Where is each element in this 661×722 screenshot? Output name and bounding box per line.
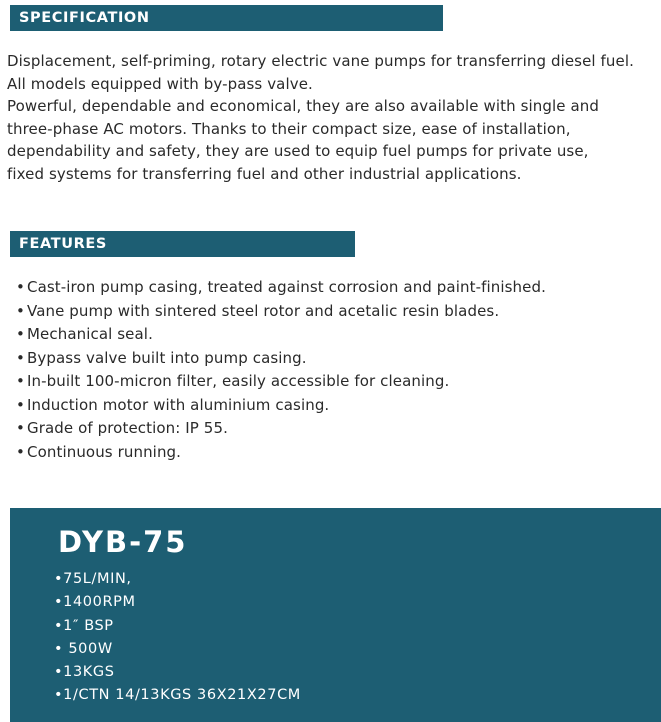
specification-line: All models equipped with by-pass valve. [7,74,313,93]
bullet-icon: • [16,395,25,414]
model-spec-item: •75L/MIN, [54,571,132,587]
feature-item [16,441,546,465]
specification-line: fixed systems for transferring fuel and other industrial applications. [7,164,522,183]
bullet-icon: • [16,325,25,343]
feature-text: Vane pump with sintered steel rotor and acetalic resin blades. [27,301,500,320]
feature-text: Bypass valve built into pump casing. [27,348,307,367]
feature-text: Cast-iron pump casing, treated against corrosion and paint-finished. [27,278,546,296]
features-heading: FEATURES [10,231,355,257]
specification-text [7,50,661,186]
bullet-icon: • [16,419,25,437]
specification-line: Powerful, dependable and economical, they are also available with single and [7,97,599,116]
feature-item [16,394,546,418]
feature-text: In-built 100-micron filter, easily accessible for cleaning. [27,372,450,390]
feature-text: Mechanical seal. [27,325,153,343]
feature-item [16,370,546,394]
specification-heading: SPECIFICATION [10,5,443,31]
feature-item [16,323,546,347]
model-spec-item: •1400RPM [54,594,136,611]
specification-line: three-phase AC motors. Thanks to their compact size, ease of installation, [7,119,571,138]
feature-item [16,347,546,371]
feature-text: Grade of protection: IP 55. [27,419,228,437]
model-spec-item: • 500W [54,640,113,657]
model-spec-item: •1″ BSP [54,617,114,634]
model-name: DYB-75 [58,525,188,559]
bullet-icon: • [16,372,25,390]
feature-item [16,417,546,441]
model-panel [10,508,661,722]
bullet-icon: • [16,301,25,320]
feature-item [16,276,546,300]
feature-text: Continuous running. [27,442,182,461]
specification-line: dependability and safety, they are used to equip fuel pumps for private use, [7,142,589,161]
feature-item [16,300,546,324]
specification-line: Displacement, self-priming, rotary electric vane pumps for transferring diesel fuel. [7,52,635,70]
bullet-icon: • [16,348,25,367]
model-spec-item: •1/CTN 14/13KGS 36X21X27CM [54,687,301,704]
feature-text: Induction motor with aluminium casing. [27,395,330,414]
bullet-icon: • [16,278,25,296]
bullet-icon: • [16,442,25,461]
model-specs-list [54,568,301,708]
features-list [16,276,546,464]
model-spec-item: •13KGS [54,664,115,681]
